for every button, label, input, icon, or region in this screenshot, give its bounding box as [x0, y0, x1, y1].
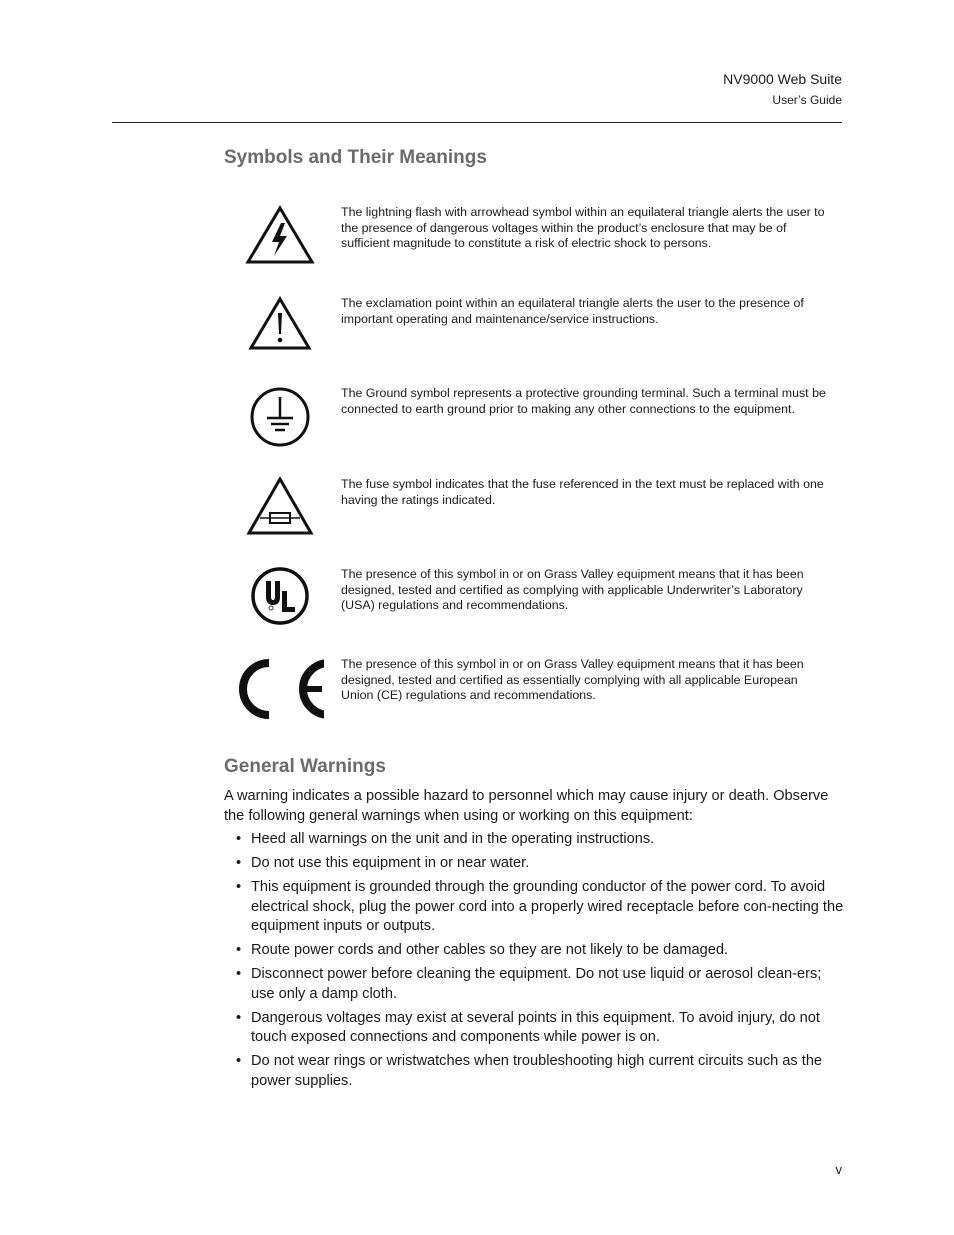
list-item [224, 965, 844, 1004]
bullet-marker: • [236, 1009, 242, 1026]
list-item [224, 941, 844, 961]
lightning-warning-icon [234, 205, 324, 295]
exclamation-warning-icon [234, 296, 324, 386]
symbols-heading: Symbols and Their Meanings [224, 147, 487, 168]
symbol-row-ce [224, 657, 844, 747]
bullet-marker: • [236, 966, 242, 982]
list-item-text: Disconnect power before cleaning the equipment. Do not use liquid or aerosol clean-ers; use only a damp cloth. [251, 966, 822, 1002]
symbol-row-ground [224, 386, 844, 476]
list-item [224, 854, 844, 874]
symbol-row-fuse [224, 477, 844, 567]
list-item [224, 1009, 844, 1048]
list-item-text: Do not wear rings or wristwatches when troubleshooting high current circuits such as the power supplies. [251, 1053, 823, 1089]
list-item-text: This equipment is grounded through the grounding conductor of the power cord. To avoid electrical shock, plug the power cord into a properly wired receptacle before con-necting the equipment inputs or outputs. [251, 879, 844, 934]
symbol-description: The presence of this symbol in or on Grass Valley equipment means that it has been designed, tested and certified as complying with applicable Underwriter’s Laboratory (USA) regulations and recommendations. [341, 567, 804, 613]
bullet-marker: • [236, 879, 242, 895]
bullet-marker: • [236, 855, 242, 871]
ul-mark-icon [234, 567, 324, 657]
symbol-description: The lightning flash with arrowhead symbol within an equilateral triangle alerts the user to the presence of dangerous voltages within the product’s enclosure that may be of sufficient magnitude to constitute a risk of electric shock to persons. [341, 205, 825, 251]
header-subtitle: User’s Guide [772, 93, 842, 107]
symbol-description: The Ground symbol represents a protective grounding terminal. Such a terminal must be connected to earth ground prior to making any other connections to the equipment. [341, 386, 826, 416]
ground-icon [234, 386, 324, 476]
warnings-list [224, 830, 844, 1096]
page-number: v [835, 1162, 842, 1177]
warnings-intro: A warning indicates a possible hazard to personnel which may cause injury or death. Observe the following general warnings when using or working on this equipment: [224, 788, 829, 824]
list-item [224, 830, 844, 850]
ce-mark-icon [234, 657, 324, 747]
list-item-text: Do not use this equipment in or near water. [251, 855, 530, 871]
bullet-marker: • [236, 942, 242, 958]
list-item [224, 1052, 844, 1091]
symbol-description: The presence of this symbol in or on Grass Valley equipment means that it has been designed, tested and certified as essentially complying with all applicable European Union (CE) regulations and recommendations. [341, 657, 804, 703]
list-item-text: Route power cords and other cables so they are not likely to be damaged. [251, 942, 729, 958]
warnings-heading: General Warnings [224, 756, 386, 777]
symbol-row-ul [224, 567, 844, 657]
bullet-marker: • [236, 831, 242, 847]
header-rule [112, 122, 842, 123]
bullet-marker: • [236, 1053, 242, 1069]
list-item-text: Heed all warnings on the unit and in the operating instructions. [251, 831, 655, 847]
symbol-description: The fuse symbol indicates that the fuse referenced in the text must be replaced with one having the ratings indicated. [341, 477, 824, 507]
fuse-icon [234, 477, 324, 567]
symbol-row-exclamation [224, 296, 844, 386]
header-title: NV9000 Web Suite [723, 71, 842, 87]
symbol-description: The exclamation point within an equilateral triangle alerts the user to the presence of important operating and maintenance/service instructions. [341, 296, 804, 326]
list-item [224, 878, 844, 937]
running-header [723, 70, 842, 111]
list-item-text: Dangerous voltages may exist at several points in this equipment. To avoid injury, do not touch exposed connections and components while power is on. [251, 1009, 820, 1045]
symbol-row-lightning [224, 205, 844, 295]
